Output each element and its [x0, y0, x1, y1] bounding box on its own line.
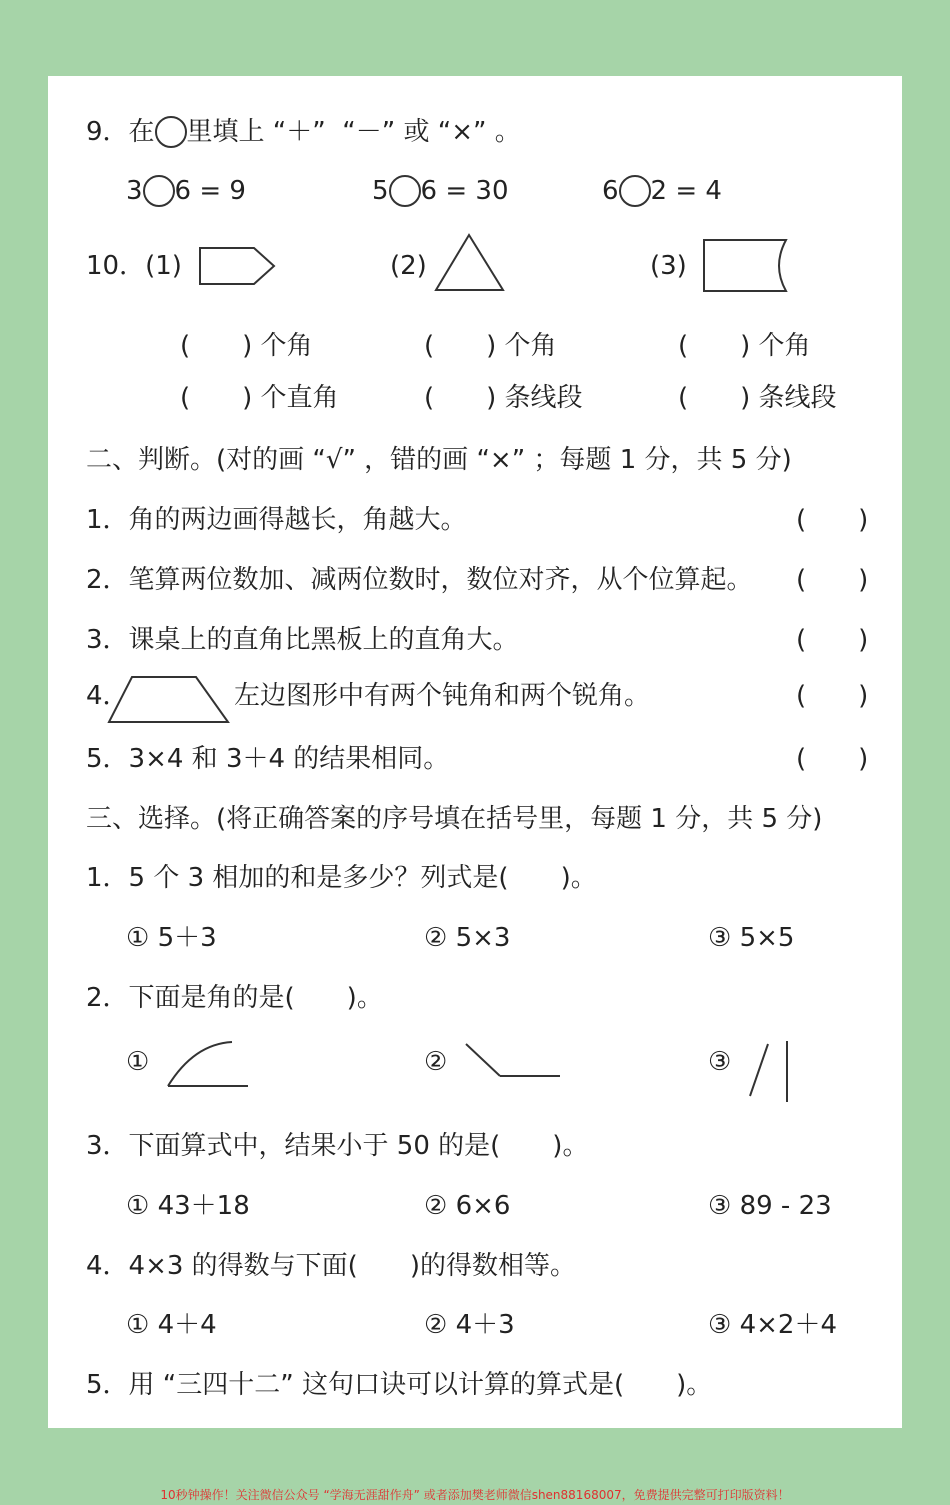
choice-q4-option-2: ② 4＋3	[424, 1310, 515, 1340]
answer-blank: ( )	[796, 744, 869, 774]
operand: 6 = 30	[420, 176, 509, 206]
two-lines-figure	[744, 1038, 794, 1106]
operand: 3	[126, 176, 143, 206]
q10-blank-5: ( ) 条线段	[424, 383, 583, 413]
choice-q1-option-3: ③ 5×5	[708, 923, 795, 953]
choice-q3-option-1: ① 43＋18	[126, 1191, 250, 1221]
promo-footer: 10秒钟操作！关注微信公众号 “学海无涯甜作舟” 或者添加樊老师微信shen88168007，免费提供完整可打印版资料！	[160, 1488, 790, 1502]
blank-circle	[619, 175, 651, 207]
choice-q3-option-3: ③ 89 - 23	[708, 1191, 832, 1221]
q9-expr-3	[602, 175, 722, 207]
q10-blank-4: ( ) 个直角	[180, 383, 339, 413]
choice-q5: 5．用 “三四十二” 这句口诀可以计算的算式是( )。	[86, 1370, 713, 1400]
q10-blank-6: ( ) 条线段	[678, 383, 837, 413]
triangle-figure	[434, 232, 506, 294]
choice-q4-option-3: ③ 4×2＋4	[708, 1310, 837, 1340]
q10-label-3: (3)	[650, 251, 687, 281]
q9-title-rest: 里填上 “＋” “－” 或 “×” 。	[186, 117, 521, 147]
q10-blank-3: ( ) 个角	[678, 331, 811, 361]
pentagon-shape-figure	[198, 246, 278, 288]
q9-expr-1	[126, 175, 246, 207]
choice-q1-option-2: ② 5×3	[424, 923, 511, 953]
choice-q2-option-1: ①	[126, 1047, 150, 1077]
choice-heading: 三、选择。(将正确答案的序号填在括号里，每题 1 分，共 5 分)	[86, 804, 823, 834]
judge-heading: 二、判断。(对的画 “√” ，错的画 “×” ；每题 1 分，共 5 分)	[86, 445, 792, 475]
q9-title-prefix: 9．在	[86, 117, 155, 147]
choice-q1: 1．5 个 3 相加的和是多少？列式是( )。	[86, 863, 597, 893]
choice-q4: 4．4×3 的得数与下面( )的得数相等。	[86, 1251, 576, 1281]
q10-label: 10．(1)	[86, 251, 182, 281]
operand: 6	[602, 176, 619, 206]
operand: 2 = 4	[650, 176, 722, 206]
operand: 5	[372, 176, 389, 206]
choice-q2-option-2: ②	[424, 1047, 448, 1077]
choice-q2: 2．下面是角的是( )。	[86, 983, 383, 1013]
operand: 6 = 9	[174, 176, 246, 206]
judge-item-5: 5．3×4 和 3＋4 的结果相同。	[86, 744, 450, 774]
answer-blank: ( )	[796, 625, 869, 655]
q9-expr-2	[372, 175, 509, 207]
blank-circle	[143, 175, 175, 207]
angle-figure	[462, 1040, 564, 1082]
answer-blank: ( )	[796, 681, 869, 711]
answer-blank: ( )	[796, 565, 869, 595]
judge-item-3: 3．课桌上的直角比黑板上的直角大。	[86, 625, 519, 655]
answer-blank: ( )	[796, 505, 869, 535]
choice-q2-option-3: ③	[708, 1047, 732, 1077]
judge-item-4-text: 左边图形中有两个钝角和两个锐角。	[234, 681, 651, 711]
curved-shape-figure	[702, 238, 792, 294]
curved-line-figure	[164, 1038, 254, 1092]
choice-q3-option-2: ② 6×6	[424, 1191, 511, 1221]
trapezoid-figure	[106, 674, 232, 726]
q9-title	[86, 116, 521, 148]
q10-blank-1: ( ) 个角	[180, 331, 313, 361]
q10-blank-2: ( ) 个角	[424, 331, 557, 361]
q10-label-2: (2)	[390, 251, 427, 281]
choice-q3: 3．下面算式中，结果小于 50 的是( )。	[86, 1131, 589, 1161]
choice-q4-option-1: ① 4＋4	[126, 1310, 217, 1340]
choice-q1-option-1: ① 5＋3	[126, 923, 217, 953]
judge-item-2: 2．笔算两位数加、减两位数时，数位对齐，从个位算起。	[86, 565, 753, 595]
judge-item-4: 4．	[86, 681, 129, 711]
judge-item-1: 1．角的两边画得越长，角越大。	[86, 505, 467, 535]
blank-circle	[389, 175, 421, 207]
blank-circle	[155, 116, 187, 148]
